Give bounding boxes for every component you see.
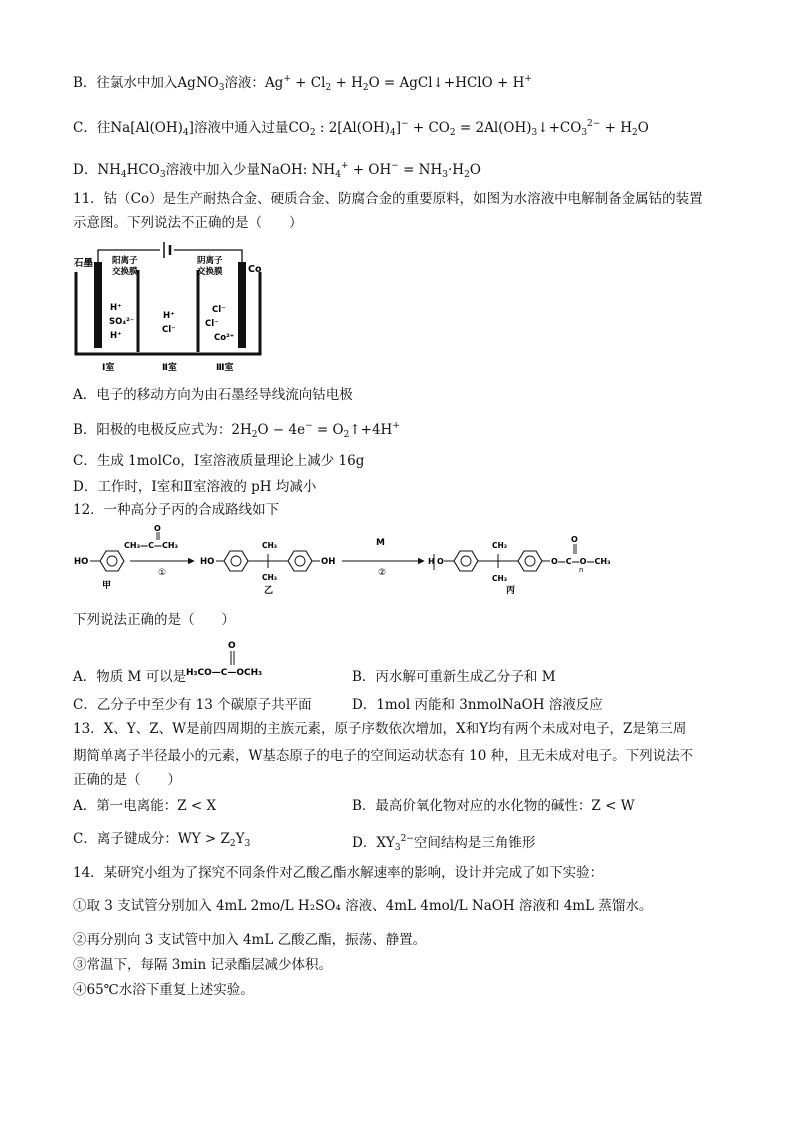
q11-option-d: D．工作时，Ⅰ室和Ⅱ室溶液的 pH 均减小 bbox=[73, 479, 317, 495]
q13-option-c: C．离子键成分：WY > $Z_2Y_3$ bbox=[73, 831, 251, 849]
cobalt-label: Co bbox=[248, 264, 262, 275]
dimethyl-carbonate-structure bbox=[186, 637, 296, 683]
q14-step-4: ④65℃水浴下重复上述实验。 bbox=[73, 982, 254, 998]
q12-option-c: C．乙分子中至少有 13 个碳原子共平面 bbox=[73, 697, 312, 713]
room2-label: Ⅱ室 bbox=[162, 363, 177, 373]
q13-option-b: B．最高价氧化物对应的水化物的碱性：Z < W bbox=[352, 798, 635, 814]
room1-ion: H⁺ bbox=[110, 303, 122, 313]
electrolysis-cell-diagram bbox=[72, 240, 272, 375]
q12-stem: 12．一种高分子丙的合成路线如下 bbox=[73, 502, 280, 518]
label-bing: 丙 bbox=[506, 586, 516, 596]
room2-ion: H⁺ bbox=[163, 311, 175, 321]
q10-option-d: D．$NH_4HCO_3$溶液中加入少量NaOH: $NH_4^+ + OH^- = NH_3\cdot H_2O$ bbox=[73, 161, 481, 180]
room3-ion: Cl⁻ bbox=[205, 319, 219, 329]
svg-text:CH₃: CH₃ bbox=[492, 574, 508, 583]
svg-text:HO: HO bbox=[74, 557, 89, 567]
room1-ion: H⁺ bbox=[110, 331, 122, 341]
q13-option-a: A．第一电离能：Z < X bbox=[73, 798, 217, 814]
q11-stem-line1: 11．钴（Co）是生产耐热合金、硬质合金、防腐合金的重要原料，如图为水溶液中电解制备金属钴的装置 bbox=[73, 191, 703, 207]
q13-stem-line2: 期简单离子半径最小的元素，W基态原子的电子的空间运动状态有 10 种，且无未成对电子。下列说法不 bbox=[73, 748, 694, 764]
q10-option-b: B．往氯水中加入AgNO$_3$溶液：$Ag^+ + Cl_2 + H_2O$ = AgCl↓+HClO + H+ bbox=[73, 74, 532, 93]
q11-option-c: C．生成 1molCo，Ⅰ室溶液质量理论上减少 16g bbox=[73, 453, 365, 469]
svg-text:CH₃: CH₃ bbox=[492, 541, 508, 550]
svg-text:O: O bbox=[437, 557, 444, 566]
svg-text:交换膜: 交换膜 bbox=[112, 267, 138, 277]
q11-stem-line2: 示意图。下列说法不正确的是（ ） bbox=[73, 215, 303, 231]
room3-ion: Cl⁻ bbox=[212, 305, 226, 315]
room1-label: Ⅰ室 bbox=[102, 363, 115, 373]
graphite-label: 石墨 bbox=[74, 258, 94, 269]
q13-stem-line3: 正确的是（ ） bbox=[73, 772, 181, 788]
q11-option-a: A．电子的移动方向为由石墨经导线流向钴电极 bbox=[73, 387, 353, 403]
svg-text:M: M bbox=[376, 538, 385, 548]
room2-ion: Cl⁻ bbox=[162, 325, 176, 335]
svg-text:O: O bbox=[154, 524, 161, 533]
q14-step-1: ①取 3 支试管分别加入 4mL 2mo/L H₂SO₄ 溶液、4mL 4mol/L NaOH 溶液和 4mL 蒸馏水。 bbox=[73, 898, 653, 914]
synthesis-scheme bbox=[72, 524, 632, 604]
anion-membrane-label: 阴离子 bbox=[197, 256, 223, 266]
q12-question: 下列说法正确的是（ ） bbox=[73, 612, 235, 628]
label-jia: 甲 bbox=[102, 581, 112, 591]
room1-ion: SO₄²⁻ bbox=[109, 317, 135, 327]
q11-option-b: B．阳极的电极反应式为：$2H_2O - 4e^-$ = $O_2↑+4H^+$ bbox=[73, 421, 400, 440]
label-yi: 乙 bbox=[264, 586, 274, 596]
svg-text:交换膜: 交换膜 bbox=[197, 267, 223, 277]
cation-membrane-label: 阳离子 bbox=[112, 256, 138, 266]
svg-text:O: O bbox=[228, 641, 236, 651]
svg-text:O—C—O—CH₃: O—C—O—CH₃ bbox=[551, 557, 611, 566]
svg-text:HO: HO bbox=[200, 557, 215, 567]
svg-text:n: n bbox=[579, 566, 584, 574]
q10-option-c: C．往$Na[Al(OH)_4]$溶液中通入过量$CO_2$ : $2[Al(OH)_4]^- + CO_2$ = $2Al(OH)_3↓+CO_3^{2-} + H_2O$ bbox=[73, 119, 649, 138]
svg-text:CH₃: CH₃ bbox=[262, 573, 278, 582]
room3-ion: Co²⁺ bbox=[214, 333, 235, 343]
svg-text:①: ① bbox=[158, 568, 167, 578]
q14-stem: 14．某研究小组为了探究不同条件对乙酸乙酯水解速率的影响，设计并完成了如下实验： bbox=[73, 865, 604, 881]
svg-text:O: O bbox=[571, 535, 578, 544]
q14-step-2: ②再分别向 3 支试管中加入 4mL 乙酸乙酯，振荡、静置。 bbox=[73, 932, 427, 948]
q12-option-b: B．丙水解可重新生成乙分子和 M bbox=[352, 669, 556, 685]
q14-step-3: ③常温下，每隔 3min 记录酯层减少体积。 bbox=[73, 957, 332, 973]
q13-stem-line1: 13．X、Y、Z、W是前四周期的主族元素，原子序数依次增加，X和Y均有两个未成对电子，Z是第三周 bbox=[73, 721, 687, 737]
room3-label: Ⅲ室 bbox=[216, 363, 234, 373]
svg-text:CH₃—C—CH₃: CH₃—C—CH₃ bbox=[124, 541, 179, 550]
svg-text:H: H bbox=[428, 557, 435, 566]
svg-text:CH₃: CH₃ bbox=[262, 541, 278, 550]
q12-option-d: D．1mol 丙能和 3nmolNaOH 溶液反应 bbox=[352, 697, 603, 713]
svg-text:H₃CO—C—OCH₃: H₃CO—C—OCH₃ bbox=[186, 668, 263, 678]
svg-text:OH: OH bbox=[321, 557, 336, 567]
q13-option-d: D．$XY_3^{2-}$空间结构是三角锥形 bbox=[352, 834, 536, 853]
svg-text:②: ② bbox=[378, 568, 387, 578]
q12-option-a: A．物质 M 可以是 bbox=[73, 669, 187, 685]
